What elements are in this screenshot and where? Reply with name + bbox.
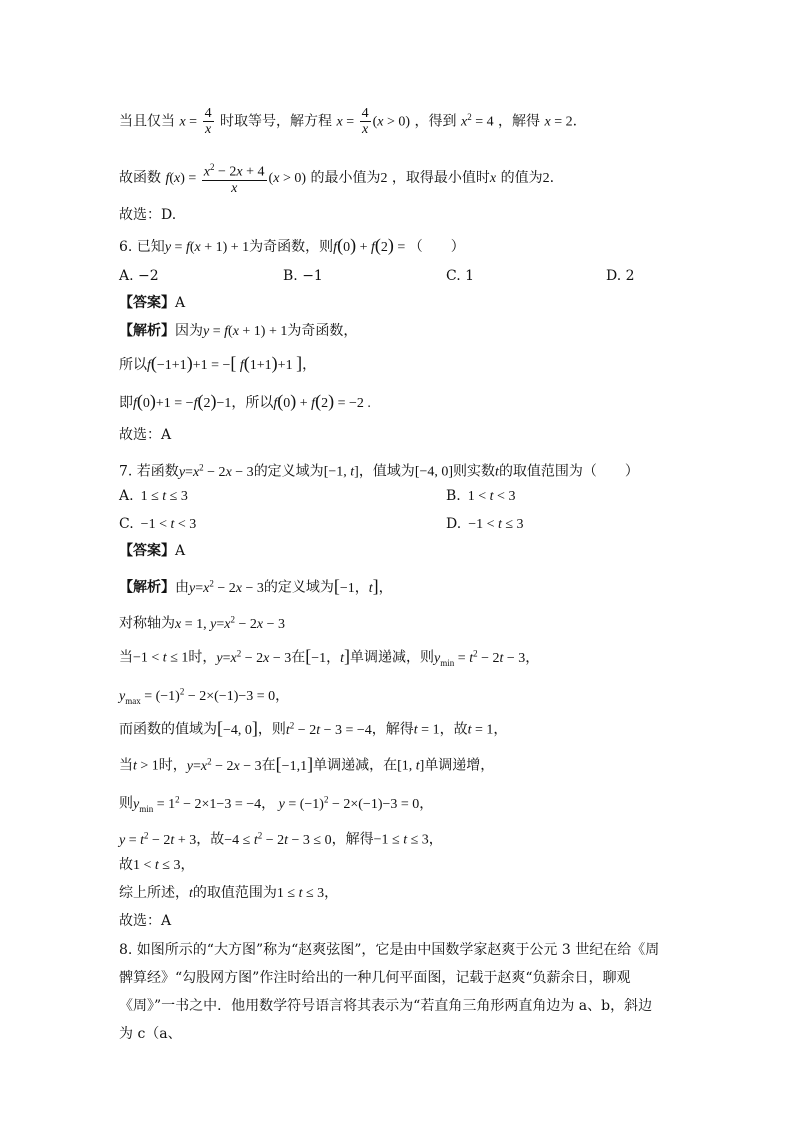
analysis-7-line2: 对称轴为x = 1, $y=x^2 - 2x - 3$ <box>119 614 285 632</box>
analysis-7-line6: 当t > 1时，$y=x^2 - 2x - 3$在[−1,1]单调递减，在[1, t]单调递增， <box>119 753 495 774</box>
analysis-6-line2: 所以f(−1+1)+1 = −[ f(1+1)+1 ]， <box>119 353 317 373</box>
analysis-7-line10: 综上所述，t的取值范围为1 ≤ t ≤ 3， <box>119 885 339 901</box>
analysis-7-line9: 故1 < t ≤ 3， <box>119 857 195 873</box>
analysis-6-line1: 【解析】因为y = f(x + 1) + 1为奇函数， <box>119 323 358 339</box>
analysis-7-line3: 当−1 < t ≤ 1时，$y=x^2 - 2x - 3$在[−1，t]单调递减，则$y_{min} = t^2 - 2t - 3$， <box>119 645 540 668</box>
choice-line-5: 故选：D. <box>119 207 177 223</box>
answer-7: 【答案】A <box>119 543 186 559</box>
option-6a[interactable]: A. −2 <box>119 268 159 284</box>
option-7b[interactable]: B. 1 < t < 3 <box>446 488 516 504</box>
analysis-7-line1: 【解析】由$y=x^2 - 2x - 3$的定义域为[−1，t]， <box>119 575 393 596</box>
choice-line-7: 故选：A <box>119 913 172 929</box>
solution-line-equality: 当且仅当 x = $\frac{4}{x}$ 时取等号，解方程 x = $\frac{4}{x}$ (x > 0) ，得到 $x^2 = 4$ ，解得 x = 2. <box>119 106 578 137</box>
analysis-7-line4: $y_{max} = (-1)^2 - 2\times(-1)-3 = 0$， <box>119 686 290 706</box>
question-8: 8. 如图所示的“大方图”称为“赵爽弦图”，它是由中国数学家赵爽于公元 3 世纪在给《周髀算经》“勾股网方图”作注时给出的一种几何平面图，记载于赵爽“负薪余日，聊观《周》”一书之中．他用数学符号语言将其表示为“若直角三角形两直角边为 a、b，斜边为 c（a、 <box>119 942 660 1042</box>
option-6c[interactable]: C. 1 <box>446 268 475 284</box>
question-6: 6. 已知y = f(x + 1) + 1为奇函数，则f(0) + f(2) = （ ） <box>119 235 465 255</box>
option-6d[interactable]: D. 2 <box>606 268 635 284</box>
analysis-7-line7: 则$y_{min} = 1^2 - 2\times 1-3 = -4$， $y = (-1)^2 - 2\times(-1)-3 = 0$， <box>119 794 434 814</box>
analysis-7-line5: 而函数的值域为[−4, 0]，则$t^2 - 2t - 3 = -4$，解得t = 1，故t = 1， <box>119 717 508 738</box>
option-7a[interactable]: A. 1 ≤ t ≤ 3 <box>119 488 188 504</box>
option-7c[interactable]: C. −1 < t < 3 <box>119 516 197 532</box>
analysis-6-line3: 即f(0)+1 = −f(2)−1，所以f(0) + f(2) = −2 . <box>119 391 371 411</box>
choice-line-6: 故选：A <box>119 427 172 443</box>
option-6b[interactable]: B. −1 <box>283 268 323 284</box>
solution-line-min-value: 故函数 f(x) = $\frac{x^2 - 2x + 4}{x}$ (x > 0) 的最小值为2 ，取得最小值时x 的值为2. <box>119 162 555 196</box>
option-7d[interactable]: D. −1 < t ≤ 3 <box>446 516 524 532</box>
answer-6: 【答案】A <box>119 295 186 311</box>
analysis-7-line8: $y = t^2 - 2t + 3$，故$-4 \le t^2 - 2t - 3 \le 0$，解得−1 ≤ t ≤ 3， <box>119 830 443 848</box>
question-7: 7. 若函数$y=x^2 - 2x - 3$的定义域为[−1, t]，值域为[−4, 0]则实数t的取值范围为（ ） <box>119 462 639 480</box>
